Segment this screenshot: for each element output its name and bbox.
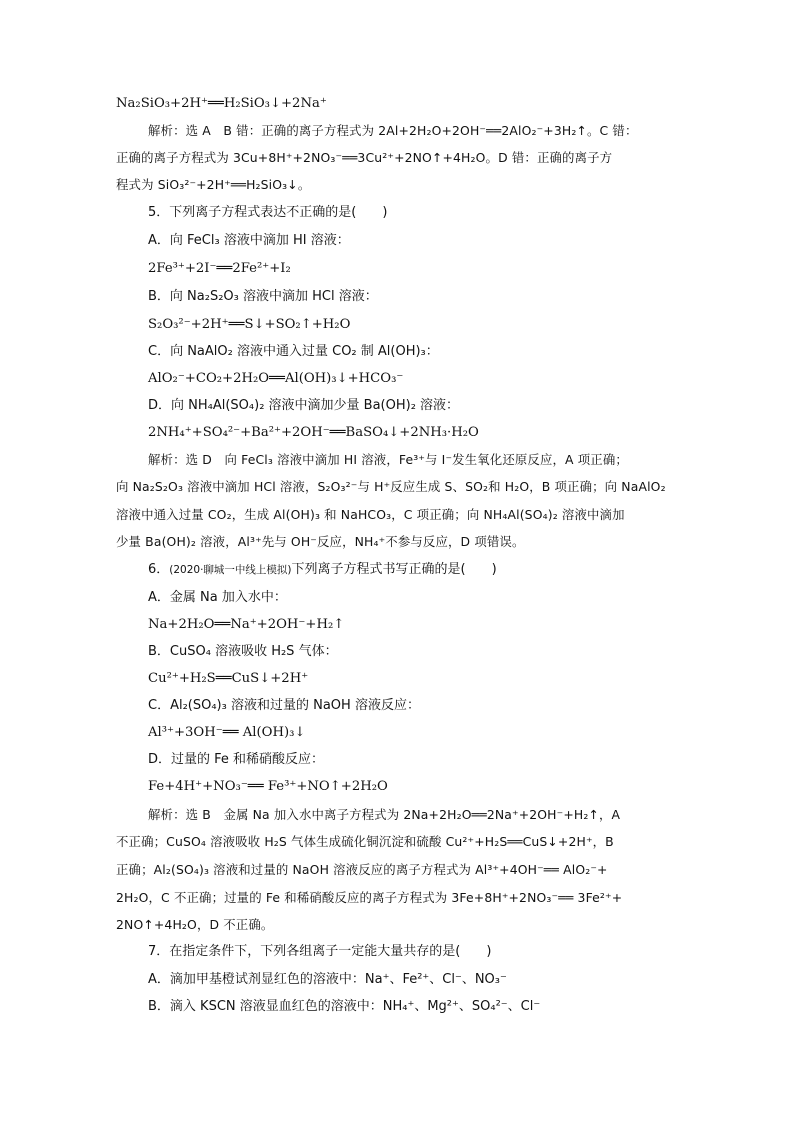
explanation-line: 程式为 SiO₃²⁻+2H⁺══H₂SiO₃↓。	[116, 177, 311, 192]
equation-line: Fe+4H⁺+NO₃⁻══ Fe³⁺+NO↑+2H₂O	[148, 779, 388, 794]
question-5-stem: 5．下列离子方程式表达不正确的是( )	[148, 205, 388, 220]
option-d: D．向 NH₄Al(SO₄)₂ 溶液中滴加少量 Ba(OH)₂ 溶液：	[148, 398, 460, 413]
question-source: (2020·聊城一中线上模拟)	[169, 564, 292, 576]
question-7-stem: 7．在指定条件下，下列各组离子一定能大量共存的是( )	[148, 944, 492, 959]
explanation-line: 解析：选 B 金属 Na 加入水中离子方程式为 2Na+2H₂O══2Na⁺+2OH⁻+H₂↑，A	[148, 807, 621, 822]
equation-line: Na+2H₂O══Na⁺+2OH⁻+H₂↑	[148, 617, 345, 632]
equation-line: 2NH₄⁺+SO₄²⁻+Ba²⁺+2OH⁻══BaSO₄↓+2NH₃·H₂O	[148, 425, 479, 440]
option-d: D．过量的 Fe 和稀硝酸反应：	[148, 752, 325, 767]
equation-line: Al³⁺+3OH⁻══ Al(OH)₃↓	[148, 725, 306, 740]
option-c: C．Al₂(SO₄)₃ 溶液和过量的 NaOH 溶液反应：	[148, 698, 420, 713]
explanation-line: 向 Na₂S₂O₃ 溶液中滴加 HCl 溶液，S₂O₃²⁻与 H⁺反应生成 S、SO₂和 H₂O，B 项正确；向 NaAlO₂	[116, 479, 666, 494]
equation-line: S₂O₃²⁻+2H⁺══S↓+SO₂↑+H₂O	[148, 317, 351, 332]
equation-line: Na₂SiO₃+2H⁺══H₂SiO₃↓+2Na⁺	[116, 96, 327, 111]
option-a: A．向 FeCl₃ 溶液中滴加 HI 溶液：	[148, 233, 350, 248]
explanation-line: 不正确；CuSO₄ 溶液吸收 H₂S 气体生成硫化铜沉淀和硫酸 Cu²⁺+H₂S══CuS↓+2H⁺，B	[116, 834, 614, 849]
option-b: B．向 Na₂S₂O₃ 溶液中滴加 HCl 溶液：	[148, 289, 378, 304]
question-number: 6．	[148, 562, 170, 577]
explanation-line: 2NO↑+4H₂O，D 不正确。	[116, 917, 274, 932]
equation-line: AlO₂⁻+CO₂+2H₂O══Al(OH)₃↓+HCO₃⁻	[148, 371, 404, 386]
explanation-line: 2H₂O，C 不正确；过量的 Fe 和稀硝酸反应的离子方程式为 3Fe+8H⁺+2NO₃⁻══ 3Fe²⁺+	[116, 890, 623, 905]
option-b: B．滴入 KSCN 溶液显血红色的溶液中：NH₄⁺、Mg²⁺、SO₄²⁻、Cl⁻	[148, 999, 541, 1014]
option-a: A．金属 Na 加入水中：	[148, 590, 287, 605]
explanation-line: 正确；Al₂(SO₄)₃ 溶液和过量的 NaOH 溶液反应的离子方程式为 Al³⁺+4OH⁻══ AlO₂⁻+	[116, 862, 608, 877]
question-6-stem	[148, 561, 497, 579]
explanation-line: 少量 Ba(OH)₂ 溶液，Al³⁺先与 OH⁻反应，NH₄⁺不参与反应，D 项错误。	[116, 534, 525, 549]
explanation-line: 溶液中通入过量 CO₂，生成 Al(OH)₃ 和 NaHCO₃，C 项正确；向 NH₄Al(SO₄)₂ 溶液中滴加	[116, 507, 625, 522]
question-text: 下列离子方程式书写正确的是( )	[291, 562, 497, 577]
option-c: C．向 NaAlO₂ 溶液中通入过量 CO₂ 制 Al(OH)₃：	[148, 344, 439, 359]
option-b: B．CuSO₄ 溶液吸收 H₂S 气体：	[148, 644, 338, 659]
equation-line: Cu²⁺+H₂S══CuS↓+2H⁺	[148, 671, 309, 686]
explanation-line: 解析：选 D 向 FeCl₃ 溶液中滴加 HI 溶液，Fe³⁺与 I⁻发生氧化还原反应，A 项正确；	[148, 452, 628, 467]
explanation-line: 正确的离子方程式为 3Cu+8H⁺+2NO₃⁻══3Cu²⁺+2NO↑+4H₂O。D 错：正确的离子方	[116, 150, 613, 165]
equation-line: 2Fe³⁺+2I⁻══2Fe²⁺+I₂	[148, 261, 291, 276]
explanation-line: 解析：选 A B 错：正确的离子方程式为 2Al+2H₂O+2OH⁻══2AlO₂⁻+3H₂↑。C 错：	[148, 123, 638, 138]
option-a: A．滴加甲基橙试剂显红色的溶液中：Na⁺、Fe²⁺、Cl⁻、NO₃⁻	[148, 972, 507, 987]
